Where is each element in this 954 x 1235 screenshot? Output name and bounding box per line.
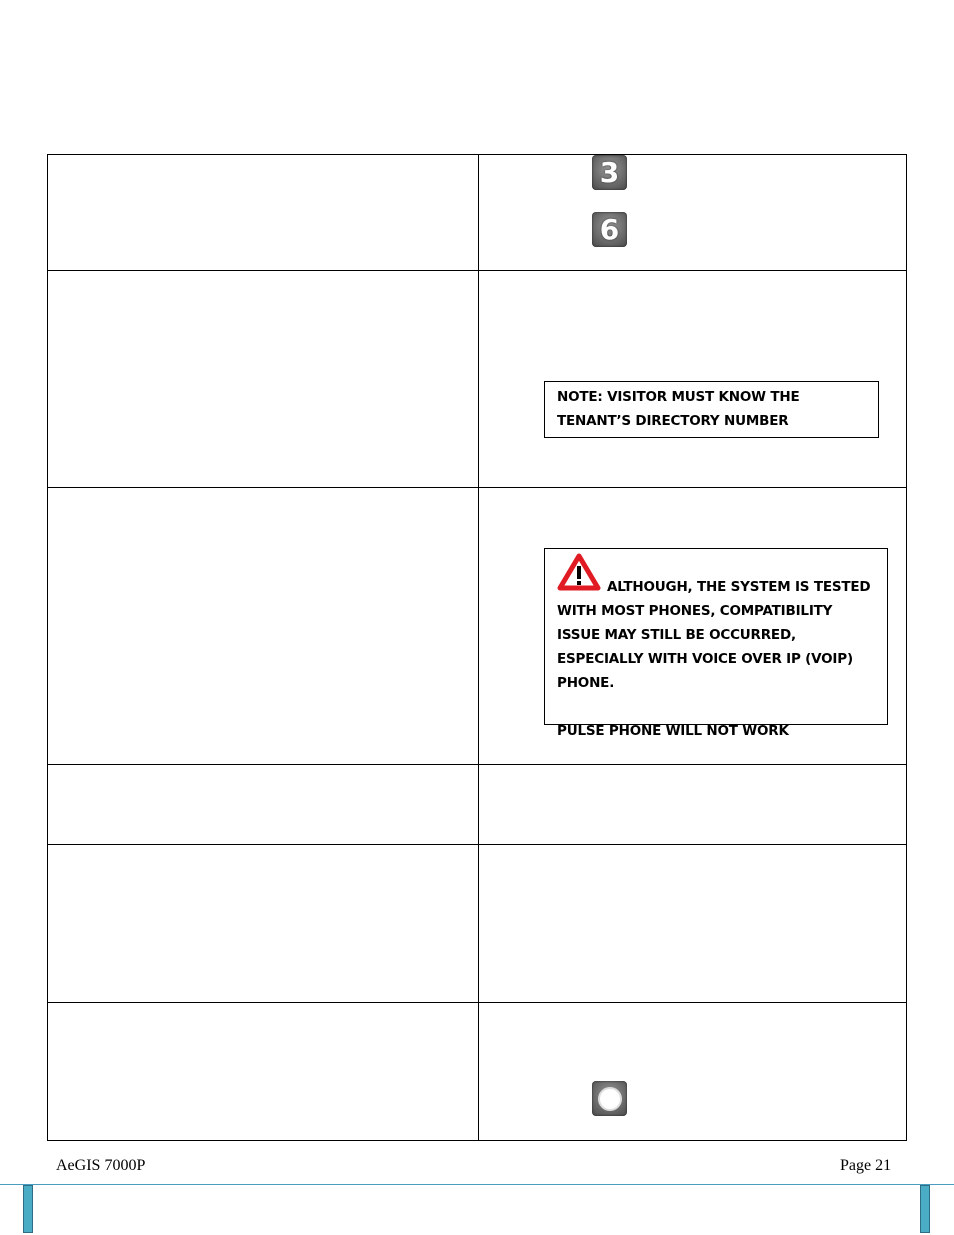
row-divider	[48, 764, 906, 765]
key-6-label: 6	[599, 213, 620, 246]
key-3-label: 3	[599, 156, 620, 189]
directory-note-text: NOTE: VISITOR MUST KNOW THE TENANT’S DIRECTORY NUMBER	[557, 389, 800, 429]
warning-triangle-icon	[557, 553, 601, 599]
row-divider	[48, 844, 906, 845]
directory-note	[544, 381, 879, 438]
key-6-icon	[592, 212, 627, 247]
row-divider	[48, 1002, 906, 1003]
compatibility-warning	[544, 548, 888, 739]
footer-rule	[0, 1184, 954, 1185]
row-divider	[48, 270, 906, 271]
footer-product: AeGIS 7000P	[56, 1157, 146, 1174]
warning-text: ALTHOUGH, THE SYSTEM IS TESTED WITH MOST PHONES, COMPATIBILITY ISSUE MAY STILL BE OCCURRED, ESPECIALLY WITH VOICE OVER IP (VOIP) PHONE.	[557, 579, 871, 691]
footer-bar-left	[23, 1185, 33, 1233]
star-glyph	[600, 1089, 620, 1109]
column-divider	[478, 155, 479, 1140]
pulse-phone-note: PULSE PHONE WILL NOT WORK	[557, 723, 789, 739]
row-divider	[48, 487, 906, 488]
key-3-icon	[592, 155, 627, 190]
footer-page-number: Page 21	[840, 1157, 892, 1174]
footer-bar-right	[920, 1185, 930, 1233]
star-key-icon	[592, 1081, 627, 1116]
